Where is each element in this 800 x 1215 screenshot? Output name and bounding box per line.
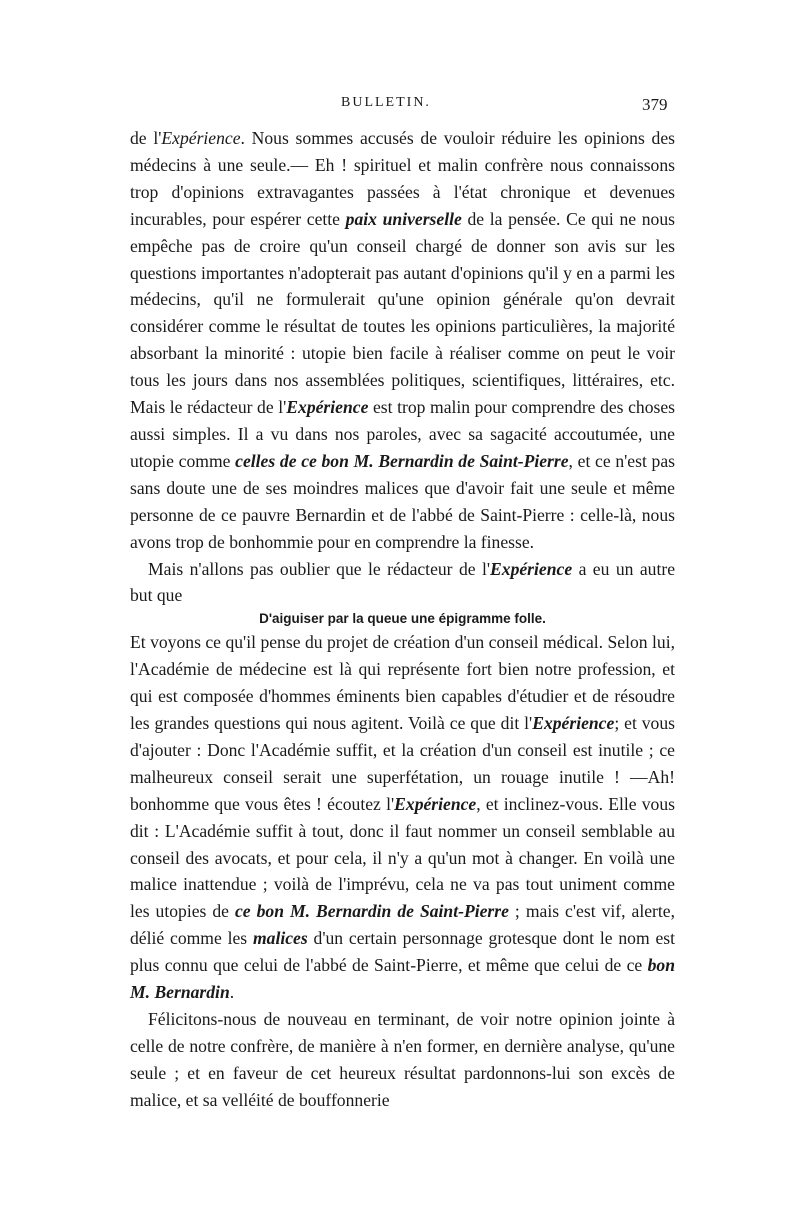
- verse-quote: D'aiguiser par la queue une épigramme folle.: [259, 611, 546, 627]
- journal-title: Expérience: [286, 397, 369, 418]
- italic-phrase: celles de ce bon M. Bernardin de Saint-Pierre: [235, 450, 569, 471]
- journal-title: Expérience: [161, 128, 241, 148]
- page-number: 379: [642, 95, 668, 114]
- journal-title: Expérience: [394, 793, 477, 814]
- italic-phrase: ce bon M. Bernardin de Saint-Pierre: [235, 901, 509, 922]
- journal-title: Expérience: [490, 558, 573, 579]
- journal-title: Expérience: [532, 713, 615, 734]
- running-title: BULLETIN.: [341, 95, 431, 110]
- running-head: [0, 95, 800, 119]
- italic-phrase: paix universelle: [345, 208, 462, 229]
- paragraph-1: de l'Expérience. Nous sommes accusés de vouloir réduire les opinions des médecins à une seule.— Eh ! spirituel et malin confrère nous connaissons trop d'opinions extravagantes passées à l'état chronique et devenues incurables, pour espérer cette paix universelle de la pensée. Ce qui ne nous empêche pas de croire qu'un conseil chargé de donner son avis sur les questions importantes n'adopterait pas autant d'opinions qu'il y en a parmi les médecins, qu'il ne formulerait qu'une opinion générale qu'on devrait considérer comme le résultat de toutes les opinions particulières, la majorité absorbant la minorité : utopie bien facile à réaliser comme on peut le voir tous les jours dans nos assemblées politiques, scientifiques, littéraires, etc. Mais le rédacteur de l'Expérience est trop malin pour comprendre des choses aussi simples. Il a vu dans nos paroles, avec sa sagacité accoutumée, une utopie comme celles de ce bon M. Bernardin de Saint-Pierre, et ce n'est pas sans doute une de ses moindres malices que d'avoir fait une seule et même personne de ce pauvre Bernardin et de l'abbé de Saint-Pierre : celle-là, nous avons trop de bonhommie pour en comprendre la finesse.: [130, 128, 675, 552]
- italic-phrase: malices: [252, 928, 308, 949]
- paragraph-3: Et voyons ce qu'il pense du projet de création d'un conseil médical. Selon lui, l'Académie de médecine est là qui représente fort bien notre profession, et qui est composée d'hommes éminents bien capables d'étudier et de résoudre les grandes questions qui nous agitent. Voilà ce que dit l'Expérience; et vous d'ajouter : Donc l'Académie suffit, et la création d'un conseil est inutile ; ce malheureux conseil serait une superfétation, un rouage inutile ! —Ah! bonhomme que vous êtes ! écoutez l'Expérience, et inclinez-vous. Elle vous dit : L'Académie suffit à tout, donc il faut nommer un conseil semblable au conseil des avocats, et pour cela, il n'y a qu'un mot à changer. En voilà une malice inattendue ; voilà de l'imprévu, cela ne va pas tout uniment comme les utopies de ce bon M. Bernardin de Saint-Pierre ; mais c'est vif, alerte, délié comme les malices d'un certain personnage grotesque dont le nom est plus connu que celui de l'abbé de Saint-Pierre, et même que celui de ce bon M. Bernardin.: [130, 632, 676, 1003]
- italic-phrase: bon M. Bernardin: [130, 955, 675, 1003]
- paragraph-2: Mais n'allons pas oublier que le rédacteur de l'Expérience a eu un autre but que: [130, 558, 675, 606]
- body-text: [130, 125, 675, 1114]
- paragraph-4: Félicitons-nous de nouveau en terminant, de voir notre opinion jointe à celle de notre confrère, de manière à n'en former, en dernière analyse, qu'une seule ; et en faveur de cet heureux résultat pardonnons-lui son excès de malice, et sa velléité de bouffonnerie: [130, 1009, 675, 1110]
